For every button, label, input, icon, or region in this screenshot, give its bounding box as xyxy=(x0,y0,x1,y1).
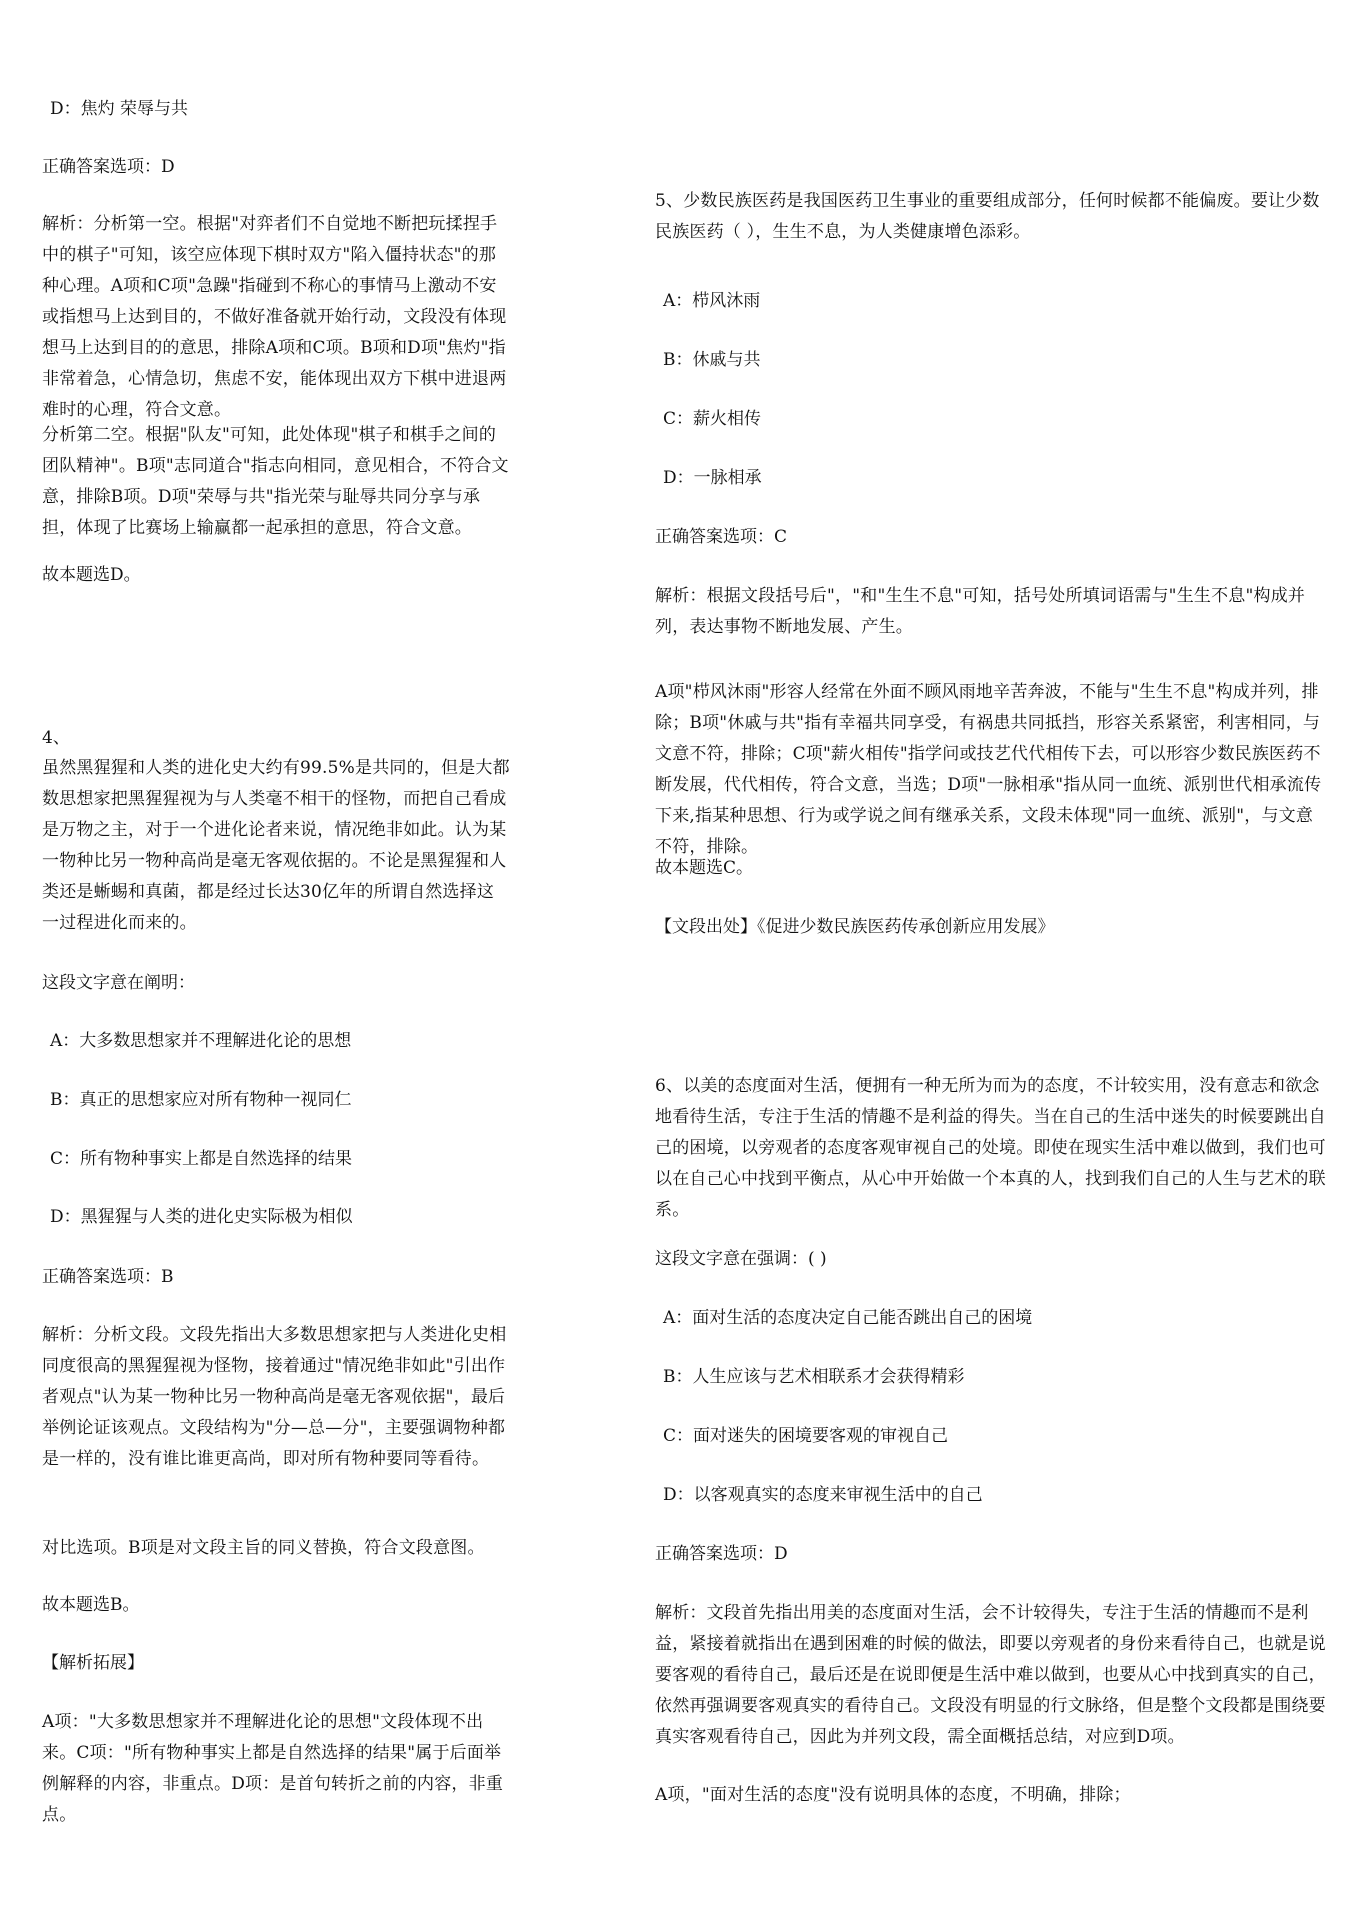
q3-analysis-2: 分析第二空。根据"队友"可知，此处体现"棋子和棋手之间的团队精神"。B项"志同道合"指志向相同，意见相合，不符合文意，排除B项。D项"荣辱与共"指光荣与耻辱共同分享与承担，体现了比赛场上输赢都一起承担的意思，符合文意。 xyxy=(42,425,509,538)
q6-option-a: A：面对生活的态度决定自己能否跳出自己的困境 xyxy=(663,1308,1033,1328)
q5-analysis-1: 解析：根据文段括号后"，"和"生生不息"可知，括号处所填词语需与"生生不息"构成并列，表达事物不断地发展、产生。 xyxy=(655,586,1306,637)
q5-source: 【文段出处】《促进少数民族医药传承创新应用发展》 xyxy=(655,917,1055,937)
q4-compare: 对比选项。B项是对文段主旨的同义替换，符合文段意图。 xyxy=(42,1538,485,1558)
q4-extension: A项："大多数思想家并不理解进化论的思想"文段体现不出来。C项："所有物种事实上都是自然选择的结果"属于后面举例解释的内容，非重点。D项：是首句转折之前的内容，非重点。 xyxy=(42,1712,504,1825)
q4-answer: 正确答案选项：B xyxy=(42,1267,174,1287)
q4-analysis: 解析：分析文段。文段先指出大多数思想家把与人类进化史相同度很高的黑猩猩视为怪物，接着通过"情况绝非如此"引出作者观点"认为某一物种比另一物种高尚是毫无客观依据"，最后举例论证该观点。文段结构为"分—总—分"，主要强调物种都是一样的，没有谁比谁更高尚，即对所有物种要同等看待。 xyxy=(42,1325,507,1469)
q5-option-a: A：栉风沐雨 xyxy=(663,291,761,311)
q3-option-d: D：焦灼 荣辱与共 xyxy=(50,99,189,119)
q5-option-b: B：休戚与共 xyxy=(663,350,761,370)
q6-answer: 正确答案选项：D xyxy=(655,1544,788,1564)
q6-option-a-note: A项，"面对生活的态度"没有说明具体的态度，不明确，排除； xyxy=(655,1785,1131,1805)
q5-option-d: D：一脉相承 xyxy=(663,468,762,488)
q4-prompt: 这段文字意在阐明： xyxy=(42,973,195,993)
q4-option-d: D：黑猩猩与人类的进化史实际极为相似 xyxy=(50,1207,353,1227)
q4-passage: 虽然黑猩猩和人类的进化史大约有99.5%是共同的，但是大都数思想家把黑猩猩视为与人类毫不相干的怪物，而把自己看成是万物之主，对于一个进化论者来说，情况绝非如此。认为某一物种比另一物种高尚是毫无客观依据的。不论是黑猩猩和人类还是蜥蜴和真菌，都是经过长达30亿年的所谓自然选择这一过程进化而来的。 xyxy=(42,758,510,933)
q5-analysis-2: A项"栉风沐雨"形容人经常在外面不顾风雨地辛苦奔波，不能与"生生不息"构成并列，排除；B项"休戚与共"指有幸福共同享受，有祸患共同抵挡，形容关系紧密，利害相同，与文意不符，排除；C项"薪火相传"指学问或技艺代代相传下去，可以形容少数民族医药不断发展，代代相传，符合文意，当选；D项"一脉相承"指从同一血统、派别世代相承流传下来,指某种思想、行为或学说之间有继承关系，文段未体现"同一血统、派别"，与文意不符，排除。 xyxy=(655,682,1322,857)
q5-answer: 正确答案选项：C xyxy=(655,527,788,547)
q6-analysis: 解析：文段首先指出用美的态度面对生活，会不计较得失，专注于生活的情趣而不是利益，紧接着就指出在遇到困难的时候的做法，即要以旁观者的身份来看待自己，也就是说要客观的看待自己，最后还是在说即便是生活中难以做到，也要从心中找到真实的自己，依然再强调要客观真实的看待自己。文段没有明显的行文脉络，但是整个文段都是围绕要真实客观看待自己，因此为并列文段，需全面概括总结，对应到D项。 xyxy=(655,1603,1326,1747)
q5-passage: 5、少数民族医药是我国医药卫生事业的重要组成部分，任何时候都不能偏废。要让少数民族医药（ ），生生不息，为人类健康增色添彩。 xyxy=(655,191,1320,242)
q4-extension-title: 【解析拓展】 xyxy=(42,1653,144,1673)
q4-option-c: C：所有物种事实上都是自然选择的结果 xyxy=(50,1149,353,1169)
q3-answer: 正确答案选项：D xyxy=(42,157,175,177)
q3-analysis-1: 解析：分析第一空。根据"对弈者们不自觉地不断把玩揉捏手中的棋子"可知，该空应体现下棋时双方"陷入僵持状态"的那种心理。A项和C项"急躁"指碰到不称心的事情马上激动不安或指想马上达到目的，不做好准备就开始行动，文段没有体现想马上达到目的的意思，排除A项和C项。B项和D项"焦灼"指非常着急，心情急切，焦虑不安，能体现出双方下棋中进退两难时的心理，符合文意。 xyxy=(42,214,507,420)
q4-option-a: A：大多数思想家并不理解进化论的思想 xyxy=(50,1031,352,1051)
q6-option-c: C：面对迷失的困境要客观的审视自己 xyxy=(663,1426,949,1446)
q6-option-b: B：人生应该与艺术相联系才会获得精彩 xyxy=(663,1367,965,1387)
q4-option-b: B：真正的思想家应对所有物种一视同仁 xyxy=(50,1090,352,1110)
q4-number: 4、 xyxy=(42,728,70,748)
q6-passage: 6、以美的态度面对生活，便拥有一种无所为而为的态度，不计较实用，没有意志和欲念地看待生活，专注于生活的情趣不是利益的得失。当在自己的生活中迷失的时候要跳出自己的困境，以旁观者的态度客观审视自己的处境。即使在现实生活中难以做到，我们也可以在自己心中找到平衡点，从心中开始做一个本真的人，找到我们自己的人生与艺术的联系。 xyxy=(655,1076,1326,1220)
q6-prompt: 这段文字意在强调：( ) xyxy=(655,1249,827,1269)
q5-conclusion: 故本题选C。 xyxy=(655,858,754,878)
q4-conclusion: 故本题选B。 xyxy=(42,1595,140,1615)
q3-conclusion: 故本题选D。 xyxy=(42,565,141,585)
q5-option-c: C：薪火相传 xyxy=(663,409,762,429)
q6-option-d: D：以客观真实的态度来审视生活中的自己 xyxy=(663,1485,983,1505)
